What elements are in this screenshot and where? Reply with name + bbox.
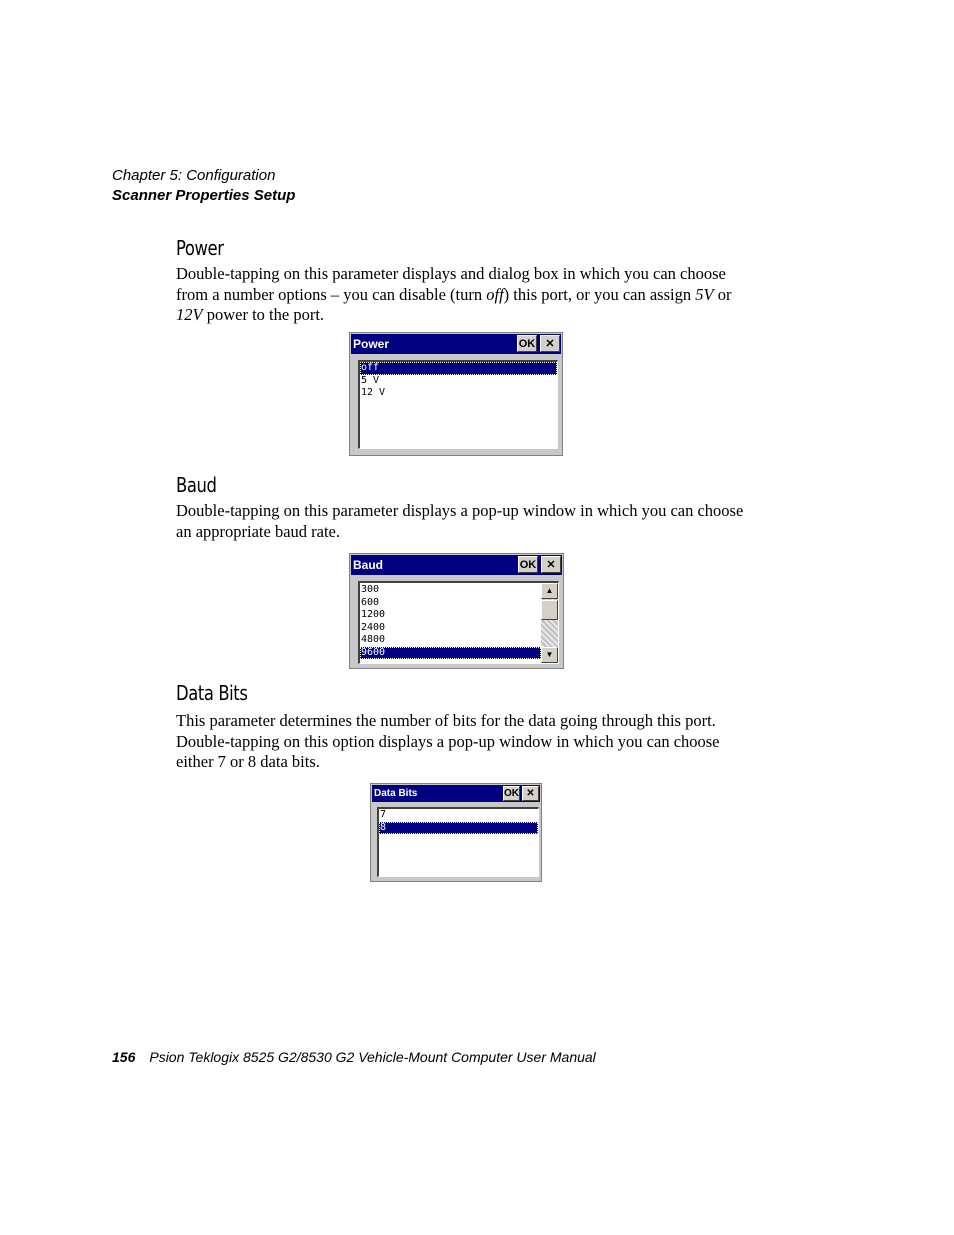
close-icon[interactable]: ✕ [541,556,561,573]
list-item[interactable]: 4800 [361,634,386,645]
close-icon[interactable]: ✕ [522,786,539,801]
ok-button[interactable]: OK [518,556,538,573]
list-item[interactable]: 5 V [361,374,380,386]
chapter-label: Chapter 5: Configuration [112,167,276,184]
power-dialog [349,332,563,456]
power-listbox[interactable] [358,360,558,449]
list-item[interactable]: 8 [379,822,538,835]
baud-listbox[interactable] [358,581,559,664]
close-icon[interactable]: ✕ [540,335,560,352]
list-item[interactable]: 600 [361,596,380,608]
list-item[interactable]: 2400 [361,621,386,633]
manual-title: Psion Teklogix 8525 G2/8530 G2 Vehicle-Mount Computer User Manual [149,1049,596,1065]
list-item[interactable]: 12 V [361,387,386,398]
databits-dialog [370,783,542,882]
baud-dialog-titlebar [351,555,562,575]
page-number: 156 [112,1049,136,1065]
power-paragraph: Double-tapping on this parameter displays and dialog box in which you can choose from a number options – you can disable (turn off) this port, or you can assign 5V or 12V power to the port. [176,264,732,325]
ok-button[interactable]: OK [504,788,519,799]
databits-paragraph: This parameter determines the number of bits for the data going through this port. Double-tapping on this option displays a pop-up window in which you can choose either 7 or 8 data bits. [176,711,720,772]
list-item[interactable]: 9600 [360,647,541,660]
databits-listbox[interactable] [377,807,539,877]
baud-heading: Baud [176,473,217,497]
power-heading: Power [176,236,224,260]
baud-dialog-title: Baud [353,558,383,572]
baud-dialog [349,553,564,669]
page-footer [112,1048,596,1066]
ok-button[interactable]: OK [517,335,537,352]
databits-heading: Data Bits [176,681,248,705]
list-item[interactable]: 7 [380,809,387,820]
databits-dialog-titlebar [372,785,540,802]
databits-dialog-title: Data Bits [374,788,418,799]
list-item[interactable]: off [360,362,557,375]
section-label: Scanner Properties Setup [112,187,296,204]
scroll-down-icon[interactable]: ▼ [541,647,558,663]
list-item[interactable]: 300 [361,584,380,595]
power-dialog-titlebar [351,334,561,354]
scroll-up-icon[interactable]: ▲ [541,583,558,599]
list-item[interactable]: 1200 [361,609,386,620]
baud-scrollbar[interactable] [541,583,558,663]
power-dialog-title: Power [353,337,390,351]
scroll-thumb[interactable] [541,600,558,620]
baud-paragraph: Double-tapping on this parameter displays a pop-up window in which you can choose an appropriate baud rate. [176,501,744,541]
